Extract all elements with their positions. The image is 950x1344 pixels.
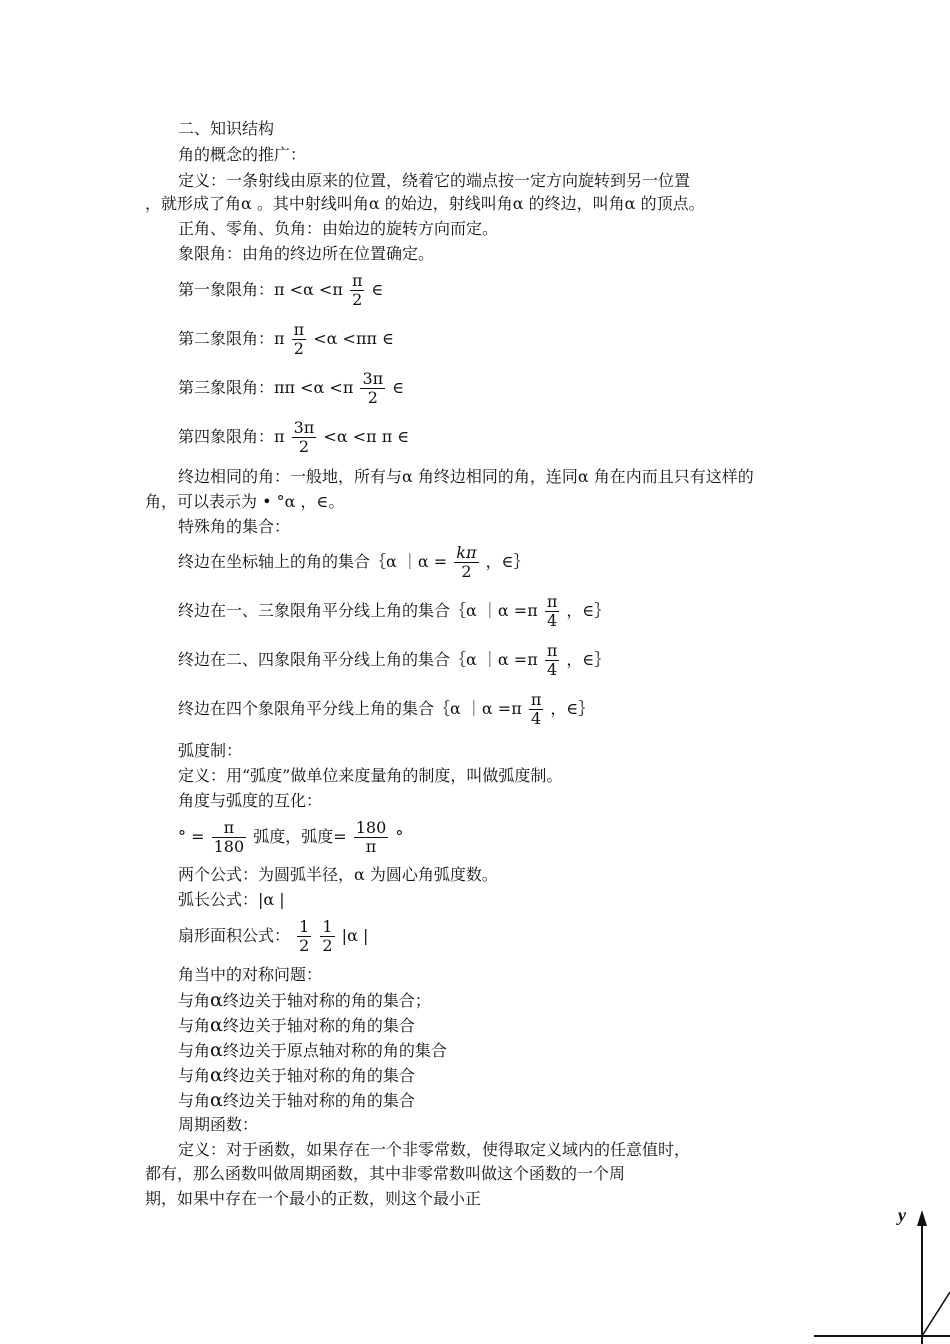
fraction: $\frac{\pi}{180}$ [213, 818, 245, 856]
section-heading: 二、知识结构 [178, 119, 275, 138]
fraction: $\frac{3\pi}{2}$ [362, 369, 384, 407]
text-line: ，就形成了角α 。其中射线叫角α 的始边，射线叫角α 的终边，叫角α 的顶点。 [145, 194, 705, 213]
fraction: $\frac{k\pi}{2}$ [456, 543, 477, 581]
ray-line [922, 1292, 950, 1336]
text-line: 弧长公式：|α | [178, 890, 285, 909]
fraction: $\frac{\pi}{2}$ [351, 271, 363, 309]
formula-line-conversion: ° = $\frac{\pi}{180}$ 弧度，弧度= $\frac{180}{\pi}$ ° [178, 818, 404, 856]
text-line: 角，可以表示为 • °α ，∈。 [145, 492, 345, 511]
formula-line-quadrant-2: 第二象限角：π $\frac{\pi}{2}$ <α <ππ ∈ [178, 320, 394, 358]
formula-line-bisector-24: 终边在二、四象限角平分线上角的集合｛α ｜α =π $\frac{\pi}{4}$ ，∈｝ [178, 641, 611, 679]
formula-line-sector-area: 扇形面积公式： $\frac{1}{2}$ $\frac{1}{2}$ |α | [178, 917, 369, 955]
fraction: $\frac{\pi}{4}$ [546, 641, 558, 679]
formula-line-quadrant-1: 第一象限角：π <α <π $\frac{\pi}{2}$ ∈ [178, 271, 384, 309]
fraction: $\frac{3\pi}{2}$ [293, 418, 315, 456]
formula-line-quadrant-3: 第三象限角：ππ <α <π $\frac{3\pi}{2}$ ∈ [178, 369, 405, 407]
fraction: $\frac{1}{2}$ [299, 917, 310, 955]
text-line: 定义：一条射线由原来的位置，绕着它的端点按一定方向旋转到另一位置 [178, 171, 691, 190]
text-line: 终边相同的角：一般地，所有与α 角终边相同的角，连同α 角在内而且只有这样的 [178, 467, 754, 486]
fraction: $\frac{\pi}{4}$ [546, 592, 558, 630]
fraction: $\frac{\pi}{2}$ [293, 320, 305, 358]
subheading-radian: 弧度制： [178, 741, 243, 760]
subheading-angle-concept: 角的概念的推广： [178, 145, 307, 164]
fraction: $\frac{\pi}{4}$ [530, 690, 542, 728]
text-line: 与角α终边关于原点轴对称的角的集合 [178, 1039, 447, 1061]
text-line: 两个公式：为圆弧半径，α 为圆心角弧度数。 [178, 865, 498, 884]
formula-line-bisector-all: 终边在四个象限角平分线上角的集合｛α ｜α =π $\frac{\pi}{4}$ ，∈｝ [178, 690, 595, 728]
text-line: 与角α终边关于轴对称的角的集合 [178, 1064, 415, 1086]
text-line: 都有，那么函数叫做周期函数，其中非零常数叫做这个函数的一个周 [145, 1164, 626, 1183]
formula-line-axis-set: 终边在坐标轴上的角的集合｛α ｜α = $\frac{k\pi}{2}$ ，∈｝ [178, 543, 530, 581]
text-line: 与角α终边关于轴对称的角的集合 [178, 1014, 415, 1036]
subheading-symmetry: 角当中的对称问题： [178, 965, 323, 984]
text-line: 与角α终边关于轴对称的角的集合； [178, 989, 431, 1011]
text-line: 与角α终边关于轴对称的角的集合 [178, 1089, 415, 1111]
text-line: 角度与弧度的互化： [178, 791, 323, 810]
coordinate-axes-fragment [800, 1200, 950, 1344]
formula-line-bisector-13: 终边在一、三象限角平分线上角的集合｛α ｜α =π $\frac{\pi}{4}$ ，∈｝ [178, 592, 611, 630]
text-line: 特殊角的集合： [178, 517, 291, 536]
text-line: 象限角：由角的终边所在位置确定。 [178, 244, 435, 263]
fraction: $\frac{180}{\pi}$ [355, 818, 387, 856]
text-line: 正角、零角、负角：由始边的旋转方向而定。 [178, 219, 499, 238]
fraction: $\frac{1}{2}$ [322, 917, 333, 955]
text-line: 定义：对于函数，如果存在一个非零常数，使得取定义域内的任意值时， [178, 1140, 691, 1159]
subheading-periodic: 周期函数： [178, 1115, 259, 1134]
text-line: 期，如果中存在一个最小的正数，则这个最小正 [145, 1189, 482, 1208]
text-line: 定义：用“弧度”做单位来度量角的制度，叫做弧度制。 [178, 766, 563, 785]
formula-line-quadrant-4: 第四象限角：π $\frac{3\pi}{2}$ <α <π π ∈ [178, 418, 410, 456]
axis-label-y: y [898, 1205, 906, 1225]
